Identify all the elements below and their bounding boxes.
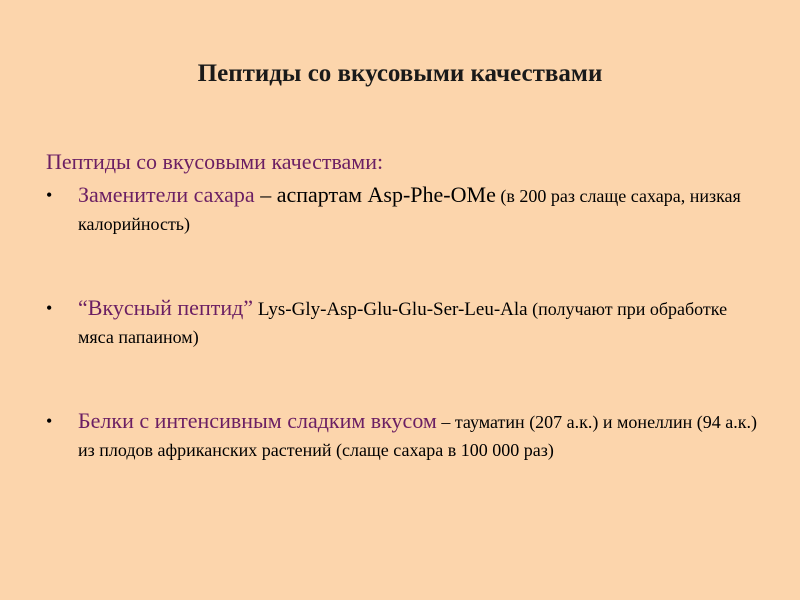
bullet-term: Белки с интенсивным сладким вкусом: [78, 408, 437, 433]
bullet-item-sweeteners: [46, 182, 766, 239]
bullet-dot-icon: •: [46, 411, 53, 431]
bullet-dot-icon: •: [46, 185, 53, 205]
bullet-dot-icon: •: [46, 298, 53, 318]
bullet-connector: – аспартам Asp-Phe-OMe: [254, 182, 496, 207]
bullet-connector: Lys-Gly-Asp-Glu-Glu-Ser-Leu-Ala: [253, 299, 528, 320]
bullet-list: [46, 182, 766, 465]
bullet-term: “Вкусный пептид”: [78, 295, 254, 320]
slide-title: Пептиды со вкусовыми качествами: [197, 60, 603, 87]
intro-heading: Пептиды со вкусовыми качествами:: [46, 149, 384, 174]
bullet-item-sweet-proteins: [46, 408, 766, 465]
bullet-detail: (в 200 раз слаще сахара, низкая калорийность): [78, 186, 741, 234]
slide-content: [46, 148, 766, 465]
bullet-connector: – тауматин: [436, 412, 525, 432]
bullet-term: Заменители сахара: [78, 182, 255, 207]
bullet-detail: (207 а.к.) и монеллин (94 а.к.) из плодов африканских растений (слаще сахара в 100 000 раз): [78, 412, 758, 460]
bullet-item-tasty-peptide: [46, 295, 766, 352]
bullet-detail: (получают при обработке мяса папаином): [78, 299, 728, 347]
